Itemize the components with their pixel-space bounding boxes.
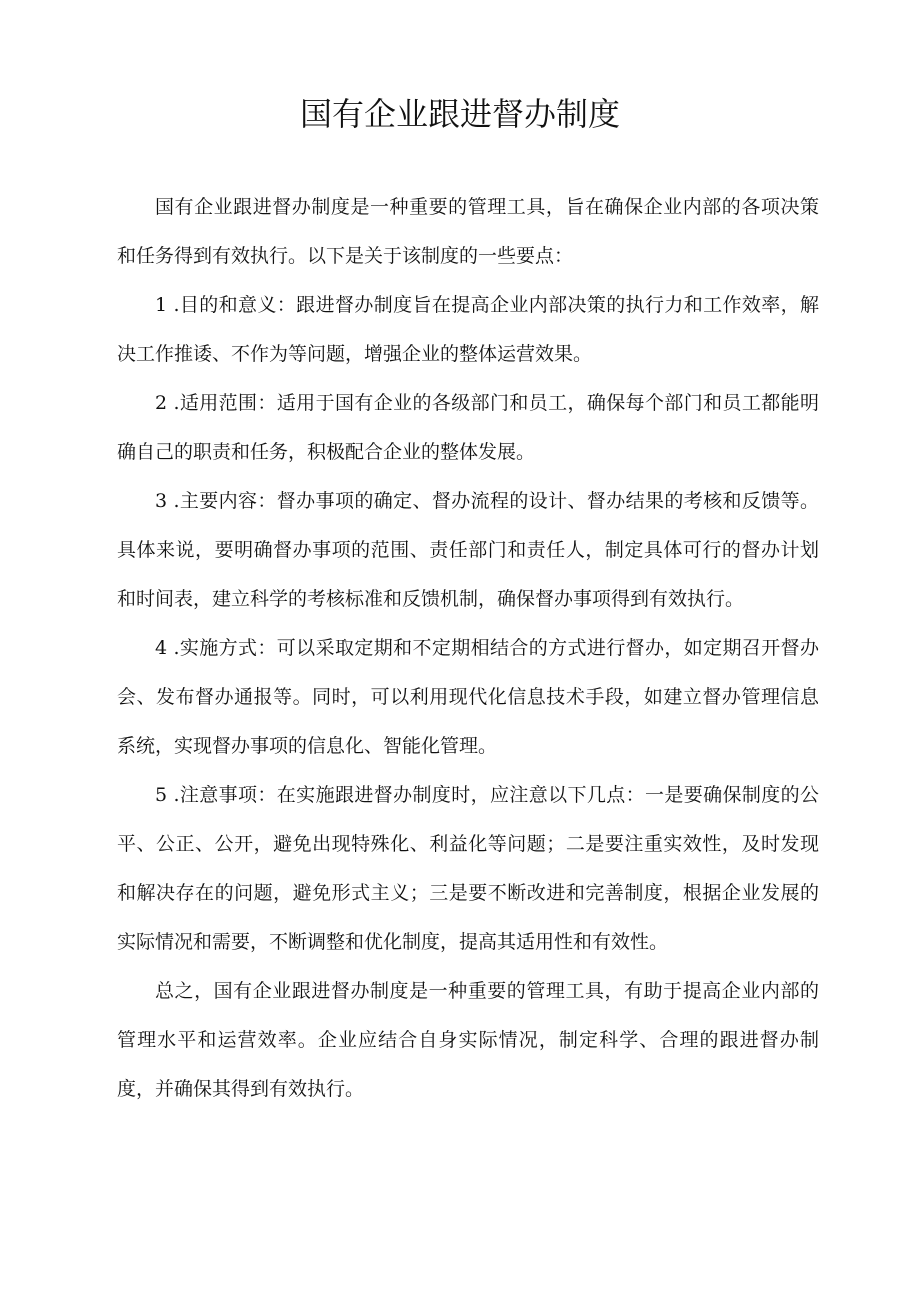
document-title: 国有企业跟进督办制度: [299, 95, 620, 133]
paragraph-purpose: 1 .目的和意义：跟进督办制度旨在提高企业内部决策的执行力和工作效率，解决工作推诿、不作为等问题，增强企业的整体运营效果。: [117, 294, 819, 365]
document-body: [117, 183, 819, 1114]
paragraph-conclusion: 总之，国有企业跟进督办制度是一种重要的管理工具，有助于提高企业内部的管理水平和运营效率。企业应结合自身实际情况，制定科学、合理的跟进督办制度，并确保其得到有效执行。: [117, 980, 819, 1100]
paragraph-content: 3 .主要内容：督办事项的确定、督办流程的设计、督办结果的考核和反馈等。具体来说，要明确督办事项的范围、责任部门和责任人，制定具体可行的督办计划和时间表，建立科学的考核标准和反馈机制，确保督办事项得到有效执行。: [117, 490, 819, 610]
paragraph-scope: 2 .适用范围：适用于国有企业的各级部门和员工，确保每个部门和员工都能明确自己的职责和任务，积极配合企业的整体发展。: [117, 392, 819, 463]
paragraph-implementation: 4 .实施方式：可以采取定期和不定期相结合的方式进行督办，如定期召开督办会、发布督办通报等。同时，可以利用现代化信息技术手段，如建立督办管理信息系统，实现督办事项的信息化、智能化管理。: [117, 637, 819, 757]
paragraph-notes: 5 .注意事项：在实施跟进督办制度时，应注意以下几点：一是要确保制度的公平、公正、公开，避免出现特殊化、利益化等问题；二是要注重实效性，及时发现和解决存在的问题，避免形式主义；三是要不断改进和完善制度，根据企业发展的实际情况和需要，不断调整和优化制度，提高其适用性和有效性。: [117, 784, 819, 953]
paragraph-intro: 国有企业跟进督办制度是一种重要的管理工具，旨在确保企业内部的各项决策和任务得到有效执行。以下是关于该制度的一些要点：: [117, 196, 819, 267]
